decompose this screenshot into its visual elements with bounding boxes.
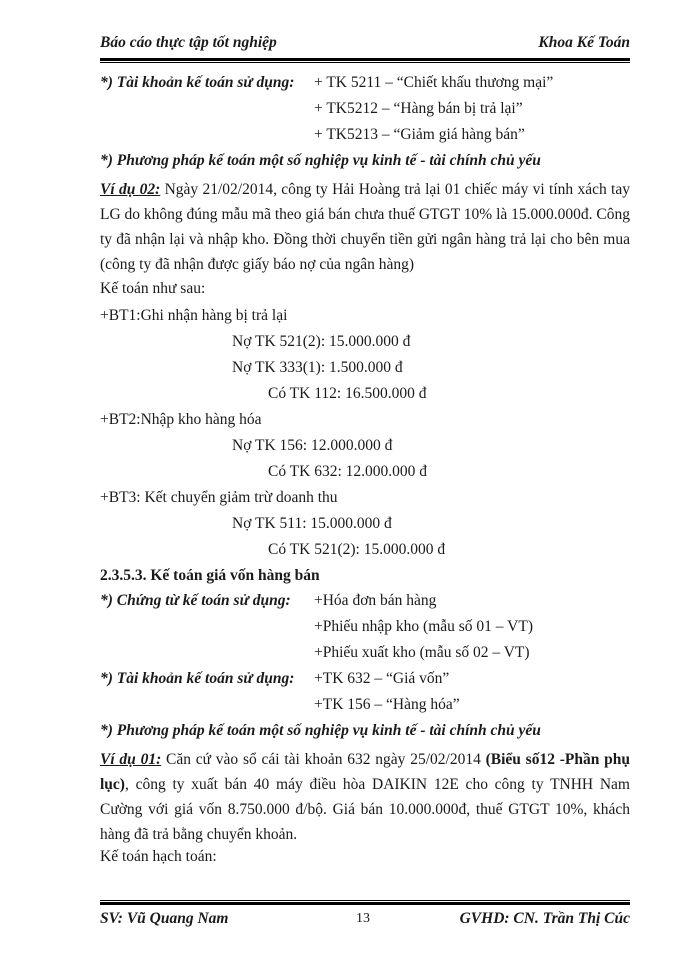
accounts-label: *) Tài khoản kế toán sử dụng: [100,74,295,91]
account-item-5212: + TK5212 – “Hàng bán bị trả lại” [314,100,523,117]
documents-label: *) Chứng từ kế toán sử dụng: [100,592,291,609]
example-01-paragraph [100,747,630,847]
header-title: Báo cáo thực tập tốt nghiệp [100,34,277,51]
document-item-invoice: +Hóa đơn bán hàng [314,592,437,609]
method-heading: *) Phương pháp kế toán một số nghiệp vụ kinh tế - tài chính chủ yếu [100,152,541,169]
header-rule-thin [100,62,630,63]
accounting-intro: Kế toán như sau: [100,280,206,297]
method-heading-2: *) Phương pháp kế toán một số nghiệp vụ kinh tế - tài chính chủ yếu [100,722,541,739]
footer-student: SV: Vũ Quang Nam [100,910,229,927]
entry-bt1-credit-112: Có TK 112: 16.500.000 đ [268,385,427,402]
account-item-156: +TK 156 – “Hàng hóa” [314,696,460,713]
account-item-632: +TK 632 – “Giá vốn” [314,670,450,687]
footer-rule-thin [100,900,630,901]
document-item-issue: +Phiếu xuất kho (mẫu số 02 – VT) [314,644,530,661]
footer-rule [100,902,630,905]
entry-bt3-title: +BT3: Kết chuyển giảm trừ doanh thu [100,489,338,506]
document-item-receipt: +Phiếu nhập kho (mẫu số 01 – VT) [314,618,533,635]
account-item-5211: + TK 5211 – “Chiết khấu thương mại” [314,74,554,91]
section-heading: 2.3.5.3. Kế toán giá vốn hàng bán [100,567,320,584]
account-item-5213: + TK5213 – “Giảm giá hàng bán” [314,126,525,143]
entry-bt3-credit-521: Có TK 521(2): 15.000.000 đ [268,541,446,558]
page-number: 13 [356,911,370,926]
entry-bt1-debit-333: Nợ TK 333(1): 1.500.000 đ [232,359,403,376]
footer-supervisor: GVHD: CN. Trần Thị Cúc [459,910,630,927]
entry-bt2-debit-156: Nợ TK 156: 12.000.000 đ [232,437,393,454]
accounts-label-2: *) Tài khoản kế toán sử dụng: [100,670,295,687]
entry-bt1-title: +BT1:Ghi nhận hàng bị trả lại [100,307,288,324]
example-01-text-1: Căn cứ vào sổ cái tài khoản 632 ngày 25/02/2014 [161,751,486,768]
accounting-entry-intro: Kế toán hạch toán: [100,848,217,865]
example-02-label: Ví dụ 02: [100,181,161,198]
example-01-reference: (Biểu số12 -Phần phụ lục) [100,751,630,793]
example-02-text: Ngày 21/02/2014, công ty Hải Hoàng trả lại 01 chiếc máy vi tính xách tay LG do không đúng mẫu mã theo giá bán chưa thuế GTGT 10% là 15.000.000đ. Công ty đã nhận lại và nhập kho. Đồng thời chuyển tiền gửi ngân hàng trả lại cho bên mua (công ty đã nhận được giấy báo nợ của ngân hàng) [100,181,630,273]
example-01-label: Ví dụ 01: [100,751,162,768]
header-department: Khoa Kế Toán [538,34,630,51]
header-rule [100,58,630,61]
entry-bt3-debit-511: Nợ TK 511: 15.000.000 đ [232,515,392,532]
example-02-paragraph [100,177,630,277]
entry-bt1-debit-521: Nợ TK 521(2): 15.000.000 đ [232,333,411,350]
entry-bt2-credit-632: Có TK 632: 12.000.000 đ [268,463,428,480]
entry-bt2-title: +BT2:Nhập kho hàng hóa [100,411,262,428]
example-01-text-2: , công ty xuất bán 40 máy điều hòa DAIKIN 12E cho công ty TNHH Nam Cường với giá vốn 8.750.000 đ/bộ. Giá bán 10.000.000đ, thuế GTGT 10%, khách hàng đã trả bằng chuyển khoản. [100,776,630,843]
